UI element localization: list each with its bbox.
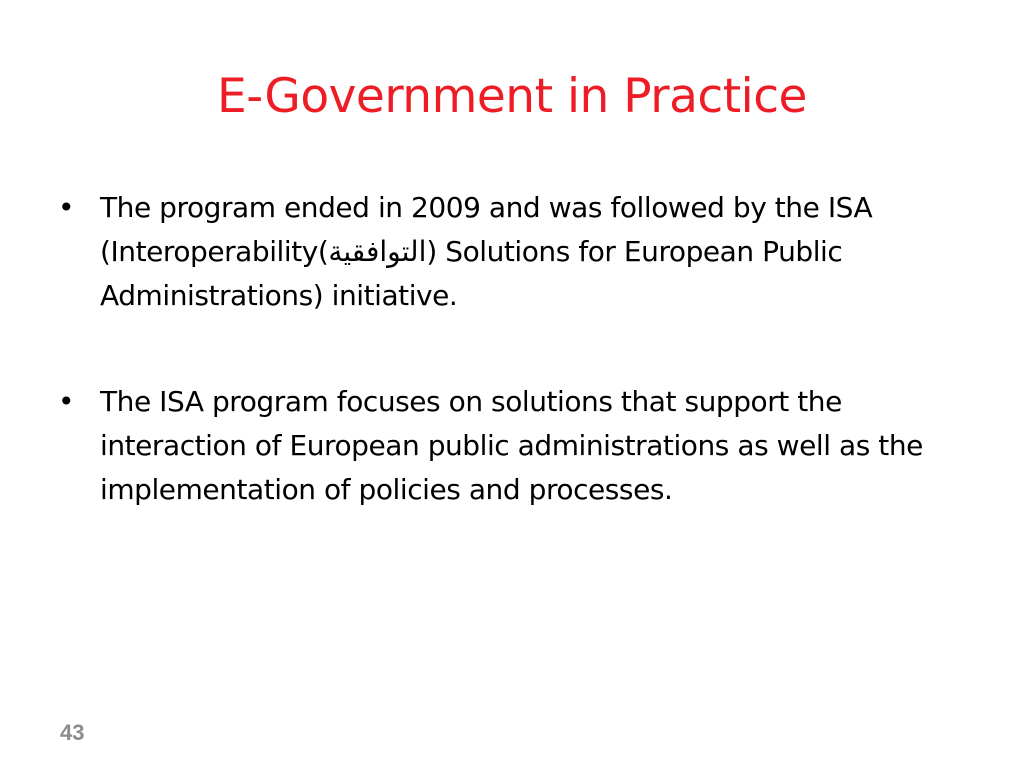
bullet-1-text-start: The program ended in 2009 and was followed by the ISA (Interoperability( [100, 191, 873, 268]
bullet-1-arabic-term: التوافقية [328, 235, 427, 268]
bullet-1-text-end: ) Solutions for European Public Administrations) initiative. [100, 235, 843, 312]
slide-number: 43 [60, 720, 85, 745]
bullet-2-text: The ISA program focuses on solutions that support the interaction of European public administrations as well as the implementation of policies and processes. [100, 385, 923, 506]
bullet-marker: • [58, 385, 75, 418]
bullet-item-1 [58, 186, 978, 318]
bullet-marker: • [58, 191, 75, 224]
bullet-item-2 [58, 380, 978, 512]
slide-title: E-Government in Practice [217, 69, 807, 124]
bullet-list [58, 186, 978, 512]
